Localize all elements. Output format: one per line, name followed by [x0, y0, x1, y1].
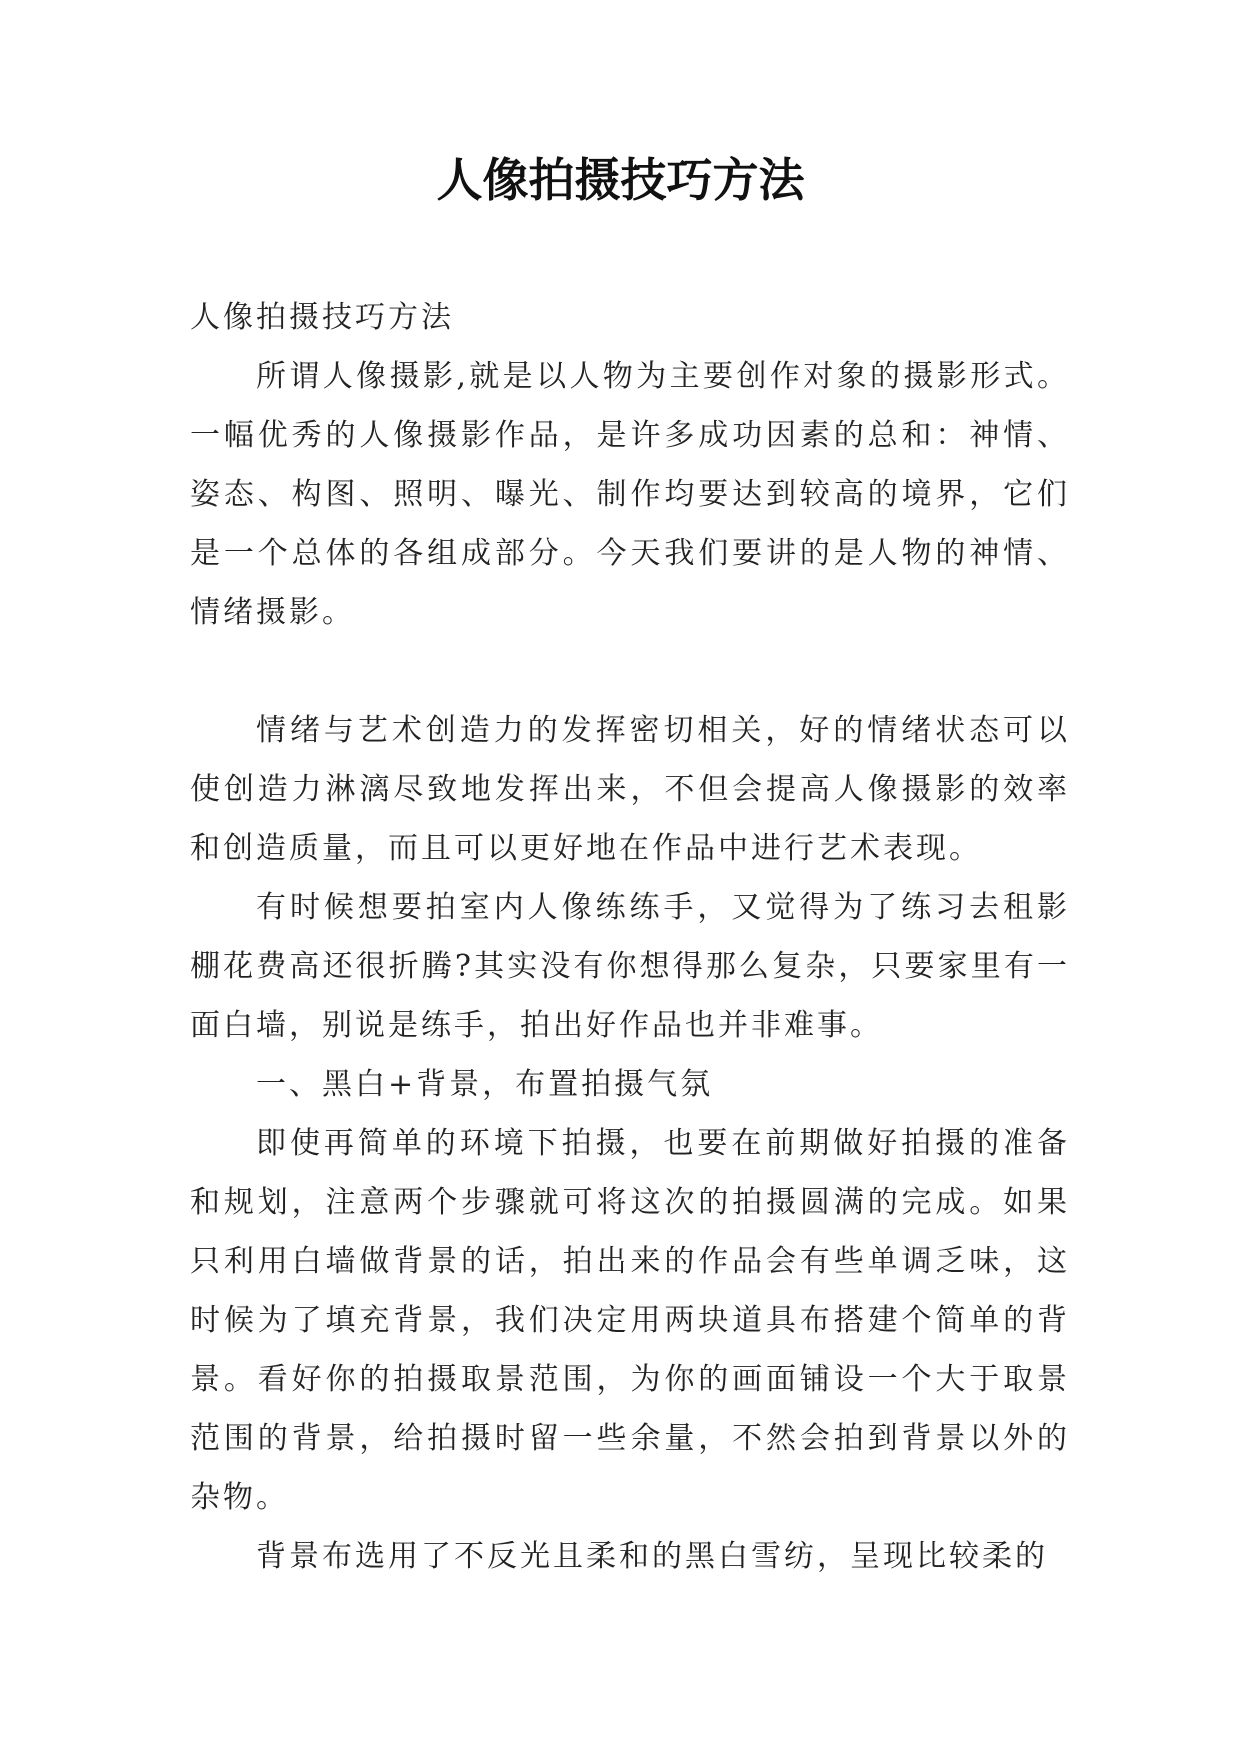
- document-body: [190, 288, 1070, 1586]
- background-setup-paragraph: 即使再简单的环境下拍摄，也要在前期做好拍摄的准备和规划，注意两个步骤就可将这次的拍摄圆满的完成。如果只利用白墙做背景的话，拍出来的作品会有些单调乏味，这时候为了填充背景，我们决定用两块道具布搭建个简单的背景。看好你的拍摄取景范围，为你的画面铺设一个大于取景范围的背景，给拍摄时留一些余量，不然会拍到背景以外的杂物。: [190, 1126, 1070, 1515]
- background-fabric-paragraph: 背景布选用了不反光且柔和的黑白雪纺，呈现比较柔的: [256, 1539, 1048, 1574]
- white-wall-paragraph: 有时候想要拍室内人像练练手，又觉得为了练习去租影棚花费高还很折腾?其实没有你想得那么复杂，只要家里有一面白墙，别说是练手，拍出好作品也并非难事。: [190, 890, 1070, 1043]
- section-heading: 一、黑白+背景，布置拍摄气氛: [256, 1067, 714, 1102]
- paragraph-spacer: [190, 642, 1070, 701]
- document-title: 人像拍摄技巧方法: [436, 153, 805, 207]
- intro-paragraph: 所谓人像摄影,就是以人物为主要创作对象的摄影形式。一幅优秀的人像摄影作品，是许多成功因素的总和：神情、姿态、构图、照明、曝光、制作均要达到较高的境界，它们是一个总体的各组成部分。今天我们要讲的是人物的神情、情绪摄影。: [190, 359, 1070, 630]
- emotion-paragraph: 情绪与艺术创造力的发挥密切相关，好的情绪状态可以使创造力淋漓尽致地发挥出来，不但会提高人像摄影的效率和创造质量，而且可以更好地在作品中进行艺术表现。: [190, 713, 1070, 866]
- subtitle-paragraph: 人像拍摄技巧方法: [190, 300, 454, 335]
